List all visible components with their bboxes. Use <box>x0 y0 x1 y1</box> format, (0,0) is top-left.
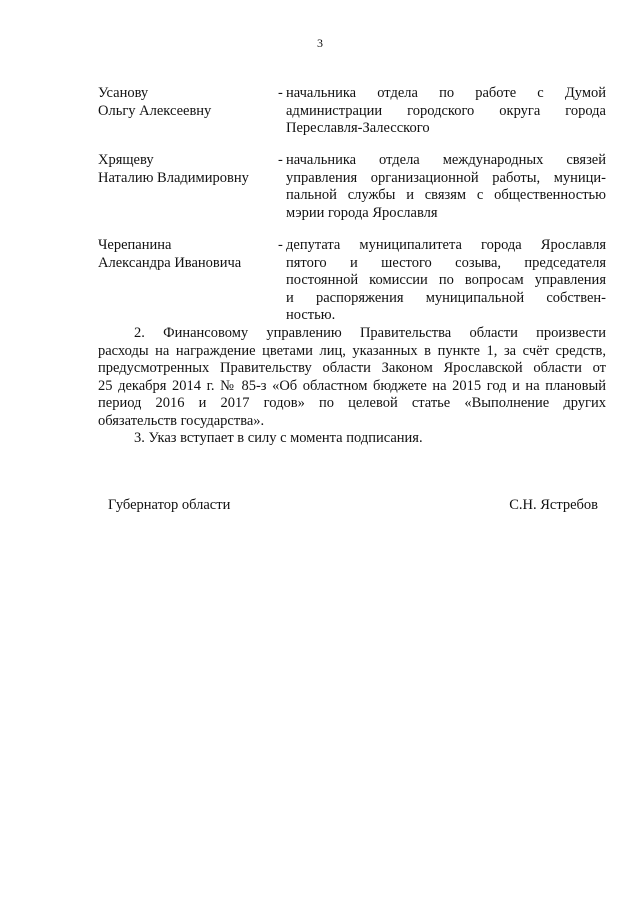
entry-name-line: Александра Ивановича <box>98 254 242 271</box>
entry-description-line: пальной службы и связям с общественностью <box>286 187 606 203</box>
entry-description-line: депутата муниципалитета города Ярославля <box>286 237 606 253</box>
paragraph-3 <box>98 430 606 448</box>
paragraph-line: период 2016 и 2017 годов» по целевой статье «Выполнение других <box>98 395 606 411</box>
entry-description-line: управления организационной работы, муници- <box>286 169 606 186</box>
entry-dash: - <box>278 237 283 253</box>
entry-dash: - <box>278 152 283 168</box>
paragraph-line: 2. Финансовому управлению Правительства области произвести <box>134 325 606 341</box>
paragraph-line: 3. Указ вступает в силу с момента подписания. <box>134 430 423 446</box>
entry-name-line: Наталию Владимировну <box>98 169 249 186</box>
entry-name <box>98 237 268 272</box>
entry-name-line: Усанову <box>98 85 149 101</box>
paragraph-2 <box>98 325 606 430</box>
entry-description <box>286 85 606 138</box>
entry-description-line: ностью. <box>286 307 336 323</box>
entry-description-line: и распоряжения муниципальной собствен- <box>286 289 606 306</box>
entry-description-line: Переславля-Залесского <box>286 120 430 136</box>
entry-description-line: администрации городского округа города <box>286 102 606 119</box>
entry-description-line: начальника отдела международных связей <box>286 152 606 168</box>
entry-name-line: Ольгу Алексеевну <box>98 102 212 119</box>
entry-name <box>98 85 268 120</box>
entry-description-line: мэрии города Ярославля <box>286 204 438 221</box>
paragraph-line: 25 декабря 2014 г. № 85-з «Об областном бюджете на 2015 год и на плановый <box>98 377 606 394</box>
page-number: 3 <box>317 36 323 50</box>
paragraph-line: расходы на награждение цветами лиц, указанных в пункте 1, за счёт средств, <box>98 342 606 359</box>
entry-name-line: Хрящеву <box>98 152 154 168</box>
signature-position: Губернатор области <box>108 497 231 513</box>
entry-description-line: пятого и шестого созыва, председателя <box>286 254 606 271</box>
paragraph-line: обязательств государства». <box>98 412 265 429</box>
entry-description-line: начальника отдела по работе с Думой <box>286 85 606 101</box>
entry-description <box>286 152 606 222</box>
entry-name-line: Черепанина <box>98 237 172 253</box>
paragraph-line: предусмотренных Правительству области Законом Ярославской области от <box>98 360 606 376</box>
entry-dash: - <box>278 85 283 101</box>
entry-description <box>286 237 606 325</box>
entry-description-line: постоянной комиссии по вопросам управления <box>286 272 606 288</box>
signature-name: С.Н. Ястребов <box>509 497 598 513</box>
entry-name <box>98 152 268 187</box>
